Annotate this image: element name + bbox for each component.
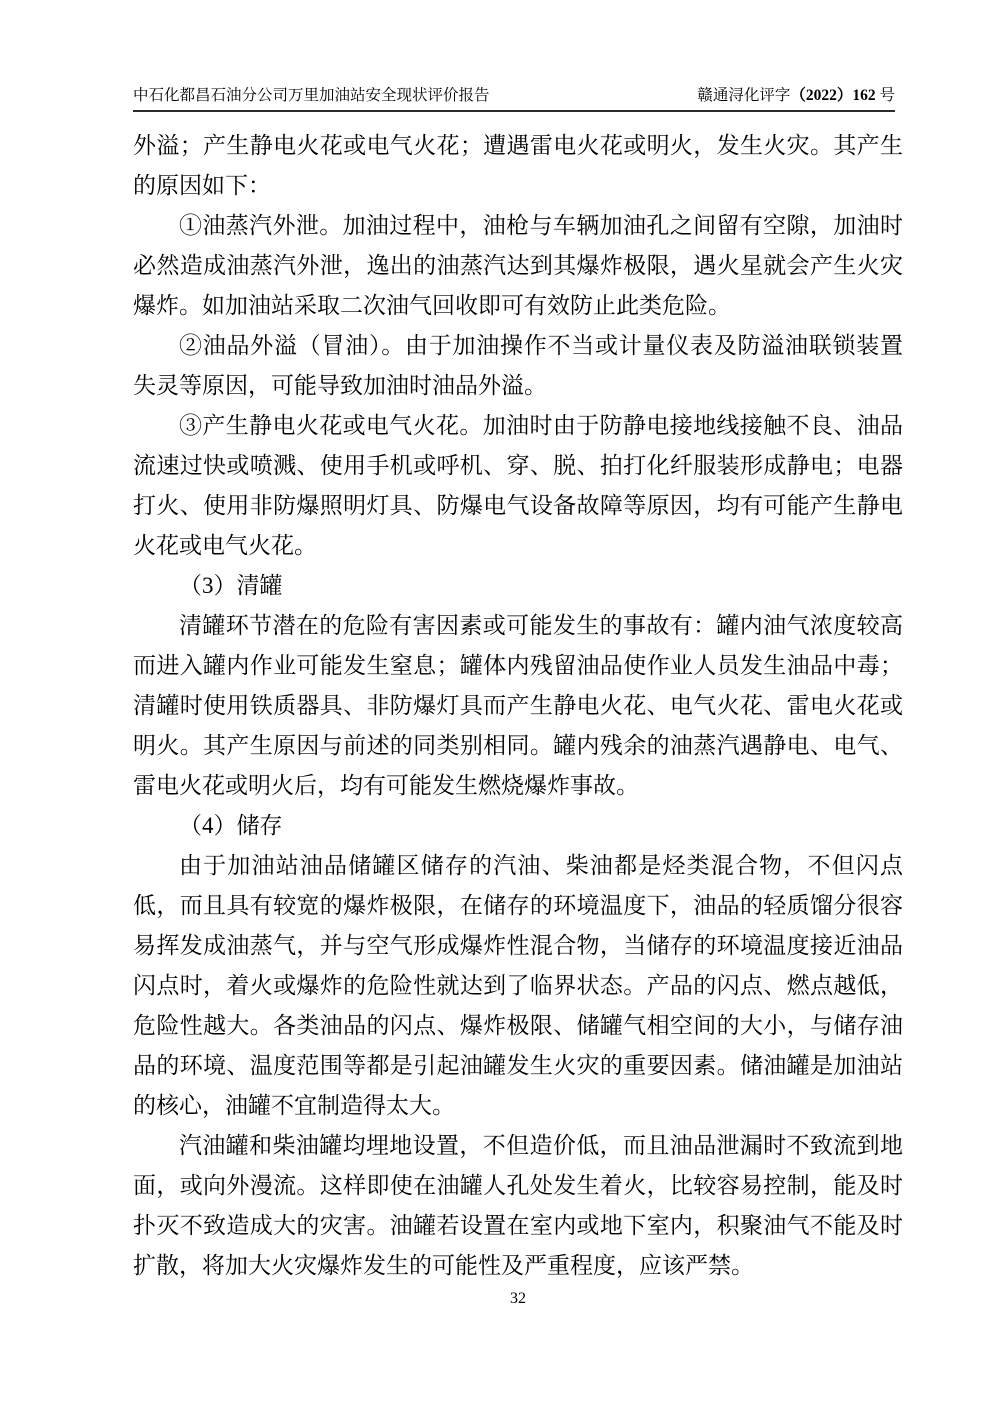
doc-number-prefix: 赣通浔化评字 (697, 87, 791, 104)
doc-number-suffix: 号 (875, 87, 895, 104)
paragraph-oil-overflow: ②油品外溢（冒油）。由于加油操作不当或计量仪表及防溢油联锁装置失灵等原因，可能导致加油时油品外溢。 (133, 333, 903, 398)
paragraph-storage: 由于加油站油品储罐区储存的汽油、柴油都是烃类混合物，不但闪点低，而且具有较宽的爆炸极限，在储存的环境温度下，油品的轻质馏分很容易挥发成油蒸气，并与空气形成爆炸性混合物，当储存的环境温度接近油品闪点时，着火或爆炸的危险性就达到了临界状态。产品的闪点、燃点越低，危险性越大。各类油品的闪点、爆炸极限、储罐气相空间的大小，与储存油品的环境、温度范围等都是引起油罐发生火灾的重要因素。储油罐是加油站的核心，油罐不宜制造得太大。 (133, 853, 903, 1118)
heading-storage: （4）储存 (179, 813, 283, 838)
page-footer (133, 1290, 903, 1308)
page-header (133, 86, 895, 112)
paragraph-tank-cleaning: 清罐环节潜在的危险有害因素或可能发生的事故有：罐内油气浓度较高而进入罐内作业可能发生窒息；罐体内残留油品使作业人员发生油品中毒；清罐时使用铁质器具、非防爆灯具而产生静电火花、电气火花、雷电火花或明火。其产生原因与前述的同类别相同。罐内残余的油蒸汽遇静电、电气、雷电火花或明火后，均有可能发生燃烧爆炸事故。 (133, 613, 903, 798)
paragraph-continuation: 外溢；产生静电火花或电气火花；遭遇雷电火花或明火，发生火灾。其产生的原因如下： (133, 133, 903, 198)
paragraph-static-electric-spark: ③产生静电火花或电气火花。加油时由于防静电接地线接触不良、油品流速过快或喷溅、使用手机或呼机、穿、脱、拍打化纤服装形成静电；电器打火、使用非防爆照明灯具、防爆电气设备故障等原因，均有可能产生静电火花或电气火花。 (133, 413, 903, 558)
page-number: 32 (510, 1290, 526, 1307)
document-body (133, 126, 903, 1286)
paragraph-buried-tanks: 汽油罐和柴油罐均埋地设置，不但造价低，而且油品泄漏时不致流到地面，或向外漫流。这样即使在油罐人孔处发生着火，比较容易控制，能及时扑灭不致造成大的灾害。油罐若设置在室内或地下室内，积聚油气不能及时扩散，将加大火灾爆炸发生的可能性及严重程度，应该严禁。 (133, 1133, 903, 1278)
header-doc-number (697, 86, 895, 106)
paragraph-oil-vapor-leak: ①油蒸汽外泄。加油过程中，油枪与车辆加油孔之间留有空隙，加油时必然造成油蒸汽外泄，逸出的油蒸汽达到其爆炸极限，遇火星就会产生火灾爆炸。如加油站采取二次油气回收即可有效防止此类危险。 (133, 213, 903, 318)
doc-number-year-serial: （2022）162 (790, 87, 876, 104)
heading-tank-cleaning: （3）清罐 (179, 573, 283, 598)
header-report-title: 中石化都昌石油分公司万里加油站安全现状评价报告 (133, 87, 490, 104)
